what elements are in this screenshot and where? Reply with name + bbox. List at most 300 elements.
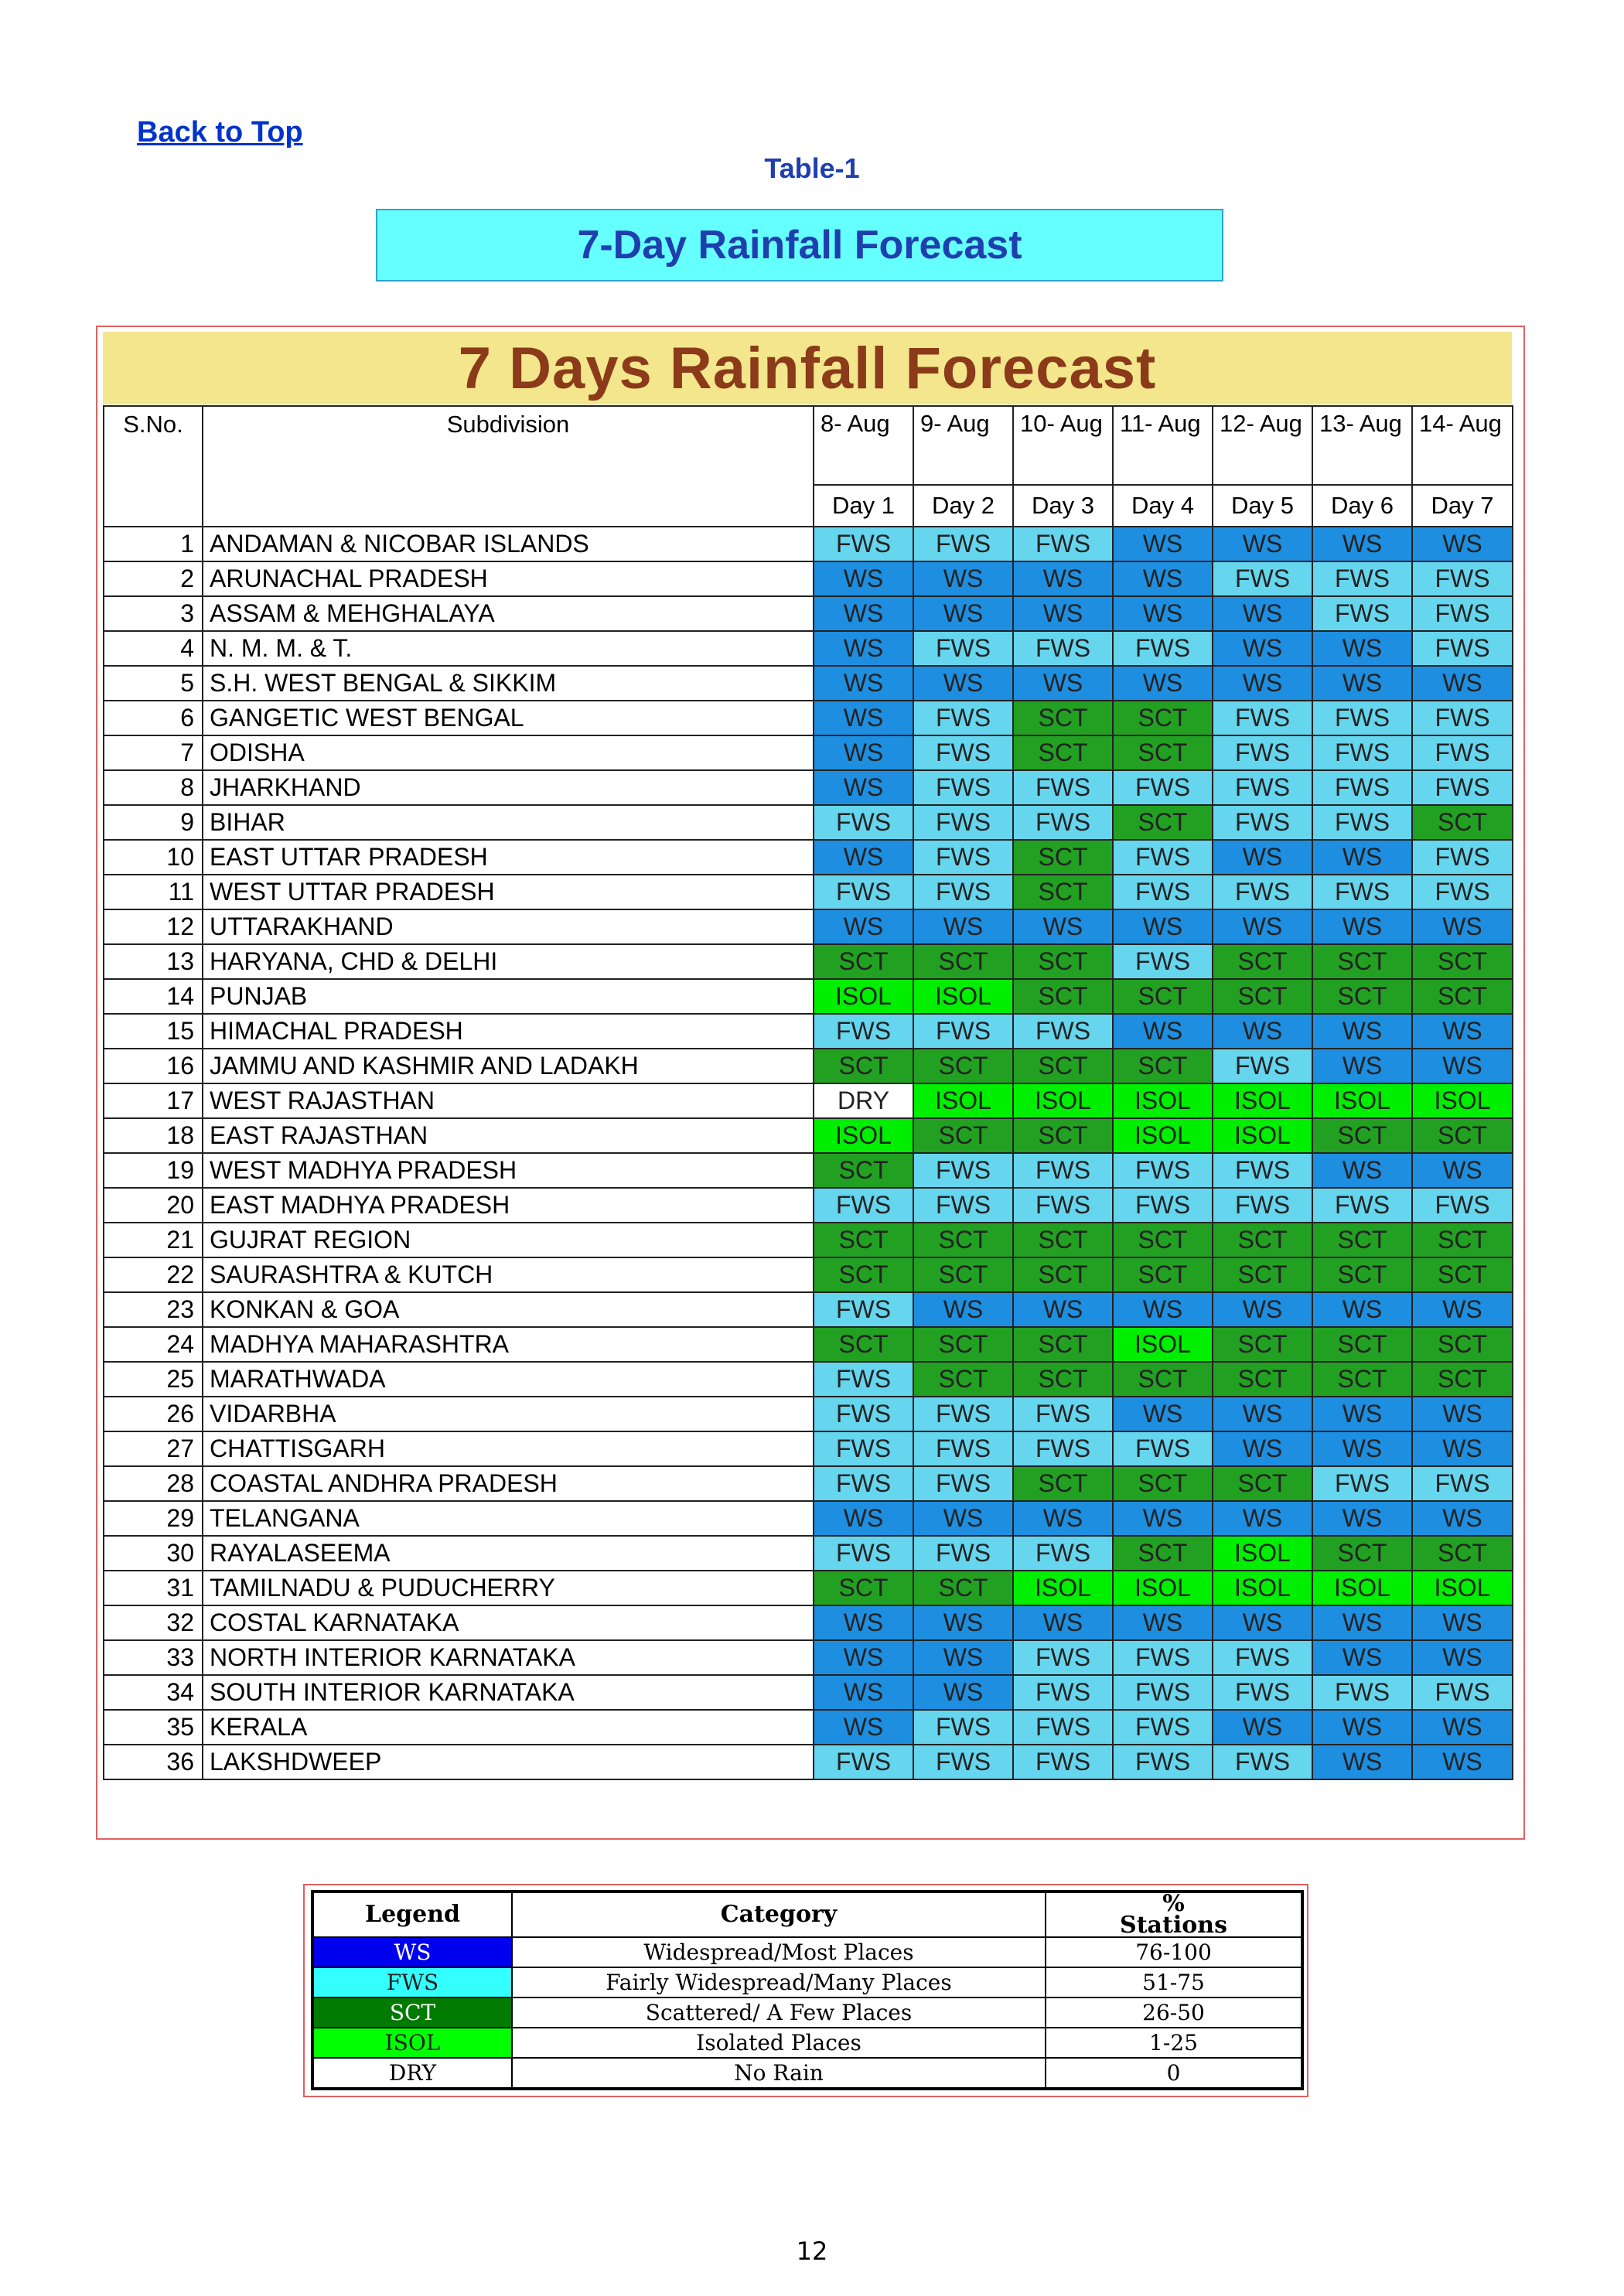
forecast-cell: WS [1312, 1292, 1412, 1327]
table-row [104, 1745, 1513, 1779]
date-header: 8- Aug [814, 406, 913, 485]
subdivision-name: EAST MADHYA PRADESH [203, 1188, 814, 1223]
subdivision-name: COASTAL ANDHRA PRADESH [203, 1466, 814, 1501]
forecast-cell: WS [814, 666, 913, 701]
table-row [104, 840, 1513, 875]
forecast-cell: WS [913, 1640, 1013, 1675]
legend-code-swatch: FWS [312, 1967, 512, 1997]
subdivision-name: KONKAN & GOA [203, 1292, 814, 1327]
forecast-cell: FWS [1213, 561, 1312, 596]
legend-code-swatch: DRY [312, 2058, 512, 2089]
forecast-cell: FWS [1312, 1188, 1412, 1223]
table-row [104, 1362, 1513, 1397]
forecast-body [104, 527, 1513, 1779]
forecast-cell: WS [1412, 1640, 1513, 1675]
forecast-cell: FWS [1113, 1431, 1213, 1466]
forecast-cell: FWS [1412, 701, 1513, 735]
forecast-cell: SCT [1412, 1362, 1513, 1397]
forecast-cell: WS [1113, 1014, 1213, 1049]
subdivision-name: PUNJAB [203, 979, 814, 1014]
table-row [104, 561, 1513, 596]
forecast-cell: SCT [1113, 1536, 1213, 1571]
forecast-cell: FWS [1213, 1745, 1312, 1779]
forecast-cell: FWS [913, 805, 1013, 840]
forecast-cell: FWS [814, 1536, 913, 1571]
forecast-cell: SCT [814, 1223, 913, 1257]
forecast-cell: WS [1412, 1605, 1513, 1640]
forecast-cell: ISOL [1412, 1083, 1513, 1118]
subdivision-name: CHATTISGARH [203, 1431, 814, 1466]
forecast-cell: WS [1113, 666, 1213, 701]
subdivision-header: Subdivision [203, 406, 814, 527]
forecast-cell: FWS [1113, 1710, 1213, 1745]
forecast-cell: WS [1312, 1014, 1412, 1049]
forecast-cell: WS [1013, 1292, 1113, 1327]
forecast-cell: FWS [1412, 840, 1513, 875]
forecast-cell: SCT [913, 1362, 1013, 1397]
forecast-cell: SCT [1113, 979, 1213, 1014]
table-row [104, 735, 1513, 770]
forecast-cell: SCT [1312, 1257, 1412, 1292]
forecast-cell: WS [814, 735, 913, 770]
subdivision-name: GANGETIC WEST BENGAL [203, 701, 814, 735]
table-row [104, 1153, 1513, 1188]
forecast-cell: SCT [1013, 1049, 1113, 1083]
legend-category: Fairly Widespread/Many Places [512, 1967, 1046, 1997]
forecast-cell: WS [1013, 596, 1113, 631]
forecast-cell: WS [1312, 1431, 1412, 1466]
forecast-cell: FWS [1312, 561, 1412, 596]
forecast-cell: FWS [1013, 1188, 1113, 1223]
forecast-cell: FWS [1312, 701, 1412, 735]
serial-number: 20 [104, 1188, 203, 1223]
forecast-cell: SCT [913, 1257, 1013, 1292]
legend-category: No Rain [512, 2058, 1046, 2089]
forecast-cell: FWS [913, 1536, 1013, 1571]
serial-number: 10 [104, 840, 203, 875]
forecast-cell: SCT [1312, 1223, 1412, 1257]
legend-category: Isolated Places [512, 2028, 1046, 2058]
forecast-cell: ISOL [814, 1118, 913, 1153]
forecast-cell: WS [1213, 1710, 1312, 1745]
subdivision-name: N. M. M. & T. [203, 631, 814, 666]
legend-row [312, 2058, 1302, 2089]
forecast-cell: ISOL [1213, 1083, 1312, 1118]
table-row [104, 701, 1513, 735]
forecast-cell: WS [814, 1675, 913, 1710]
forecast-cell: FWS [1013, 1710, 1113, 1745]
forecast-cell: SCT [1213, 1362, 1312, 1397]
forecast-cell: SCT [1113, 805, 1213, 840]
legend-row [312, 1997, 1302, 2028]
forecast-cell: ISOL [1213, 1571, 1312, 1605]
forecast-cell: WS [1213, 631, 1312, 666]
forecast-cell: SCT [1312, 979, 1412, 1014]
stations-label: Stations [1120, 1912, 1227, 1939]
forecast-cell: ISOL [1213, 1118, 1312, 1153]
legend-header-row [312, 1892, 1302, 1937]
forecast-cell: SCT [913, 1049, 1013, 1083]
forecast-cell: WS [1412, 1397, 1513, 1431]
day-header: Day 5 [1213, 485, 1312, 527]
forecast-cell: WS [1213, 909, 1312, 944]
serial-number: 27 [104, 1431, 203, 1466]
forecast-cell: FWS [1312, 596, 1412, 631]
page-number: 12 [796, 2236, 828, 2266]
forecast-cell: WS [814, 561, 913, 596]
subdivision-name: KERALA [203, 1710, 814, 1745]
forecast-cell: SCT [1113, 1257, 1213, 1292]
table-row [104, 1710, 1513, 1745]
forecast-cell: SCT [1013, 735, 1113, 770]
forecast-cell: SCT [1013, 701, 1113, 735]
forecast-cell: WS [1412, 1501, 1513, 1536]
serial-number: 28 [104, 1466, 203, 1501]
serial-number: 35 [104, 1710, 203, 1745]
subdivision-name: UTTARAKHAND [203, 909, 814, 944]
subdivision-name: S.H. WEST BENGAL & SIKKIM [203, 666, 814, 701]
serial-number: 9 [104, 805, 203, 840]
forecast-cell: FWS [1113, 840, 1213, 875]
table-row [104, 1605, 1513, 1640]
forecast-cell: SCT [913, 1571, 1013, 1605]
legend-category: Scattered/ A Few Places [512, 1997, 1046, 2028]
forecast-cell: ISOL [1013, 1083, 1113, 1118]
serial-number: 34 [104, 1675, 203, 1710]
serial-number: 1 [104, 527, 203, 561]
forecast-cell: WS [913, 1605, 1013, 1640]
table-row [104, 1675, 1513, 1710]
forecast-cell: WS [1312, 909, 1412, 944]
forecast-cell: SCT [913, 1327, 1013, 1362]
legend-category: Widespread/Most Places [512, 1937, 1046, 1967]
legend-body [312, 1937, 1302, 2089]
forecast-cell: WS [1213, 1431, 1312, 1466]
serial-number: 6 [104, 701, 203, 735]
table-label: Table-1 [764, 152, 860, 184]
forecast-cell: ISOL [1312, 1083, 1412, 1118]
forecast-cell: WS [814, 701, 913, 735]
subdivision-name: LAKSHDWEEP [203, 1745, 814, 1779]
forecast-cell: SCT [1213, 1466, 1312, 1501]
forecast-cell: SCT [1213, 1257, 1312, 1292]
forecast-cell: FWS [913, 1153, 1013, 1188]
forecast-cell: WS [1412, 666, 1513, 701]
forecast-cell: FWS [913, 1188, 1013, 1223]
date-header: 14- Aug [1412, 406, 1513, 485]
forecast-cell: SCT [1412, 805, 1513, 840]
forecast-cell: WS [1412, 1710, 1513, 1745]
forecast-cell: WS [1412, 1431, 1513, 1466]
forecast-cell: SCT [1312, 944, 1412, 979]
serial-number: 2 [104, 561, 203, 596]
table-row [104, 631, 1513, 666]
forecast-cell: SCT [1113, 1466, 1213, 1501]
forecast-cell: WS [1213, 596, 1312, 631]
forecast-cell: WS [1312, 1049, 1412, 1083]
forecast-cell: WS [1312, 1605, 1412, 1640]
subdivision-name: HIMACHAL PRADESH [203, 1014, 814, 1049]
table-row [104, 596, 1513, 631]
forecast-cell: SCT [1013, 1362, 1113, 1397]
forecast-cell: SCT [1013, 1223, 1113, 1257]
forecast-cell: WS [1113, 527, 1213, 561]
legend-percent: 51-75 [1046, 1967, 1302, 1997]
table-row [104, 944, 1513, 979]
forecast-cell: WS [913, 666, 1013, 701]
forecast-cell: FWS [1013, 631, 1113, 666]
forecast-cell: FWS [814, 875, 913, 909]
forecast-cell: WS [1312, 666, 1412, 701]
serial-number: 15 [104, 1014, 203, 1049]
subdivision-name: EAST UTTAR PRADESH [203, 840, 814, 875]
forecast-cell: SCT [913, 944, 1013, 979]
forecast-cell: ISOL [814, 979, 913, 1014]
forecast-cell: FWS [1312, 875, 1412, 909]
forecast-cell: SCT [1412, 1327, 1513, 1362]
forecast-cell: FWS [1412, 1675, 1513, 1710]
forecast-cell: SCT [1412, 1536, 1513, 1571]
forecast-cell: WS [1013, 561, 1113, 596]
page-title: 7-Day Rainfall Forecast [376, 209, 1223, 281]
table-row [104, 1536, 1513, 1571]
table-row [104, 666, 1513, 701]
forecast-cell: FWS [814, 1745, 913, 1779]
stations-pct-symbol: % [1162, 1890, 1185, 1917]
serial-number: 13 [104, 944, 203, 979]
forecast-cell: FWS [1113, 1153, 1213, 1188]
forecast-cell: SCT [814, 944, 913, 979]
forecast-cell: FWS [1013, 527, 1113, 561]
legend-percent: 0 [1046, 2058, 1302, 2089]
forecast-cell: SCT [814, 1049, 913, 1083]
serial-number: 19 [104, 1153, 203, 1188]
subdivision-name: ANDAMAN & NICOBAR ISLANDS [203, 527, 814, 561]
forecast-cell: FWS [1113, 770, 1213, 805]
table-row [104, 979, 1513, 1014]
forecast-cell: FWS [1213, 1153, 1312, 1188]
table-row [104, 1014, 1513, 1049]
legend-code-swatch: ISOL [312, 2028, 512, 2058]
forecast-cell: FWS [1312, 770, 1412, 805]
table-row [104, 1257, 1513, 1292]
forecast-cell: FWS [1113, 1188, 1213, 1223]
forecast-cell: WS [814, 1710, 913, 1745]
forecast-cell: WS [1113, 1397, 1213, 1431]
forecast-cell: WS [1412, 527, 1513, 561]
subdivision-name: MARATHWADA [203, 1362, 814, 1397]
forecast-cell: FWS [1113, 1745, 1213, 1779]
forecast-cell: WS [1412, 1049, 1513, 1083]
forecast-cell: FWS [814, 1466, 913, 1501]
table-row [104, 875, 1513, 909]
forecast-cell: WS [1312, 527, 1412, 561]
forecast-cell: SCT [1312, 1362, 1412, 1397]
forecast-cell: FWS [1213, 805, 1312, 840]
back-to-top-link[interactable]: Back to Top [137, 116, 303, 148]
subdivision-name: WEST MADHYA PRADESH [203, 1153, 814, 1188]
forecast-cell: WS [814, 631, 913, 666]
subdivision-name: SAURASHTRA & KUTCH [203, 1257, 814, 1292]
legend-row [312, 1967, 1302, 1997]
forecast-cell: FWS [913, 875, 1013, 909]
serial-number: 7 [104, 735, 203, 770]
subdivision-name: HARYANA, CHD & DELHI [203, 944, 814, 979]
date-header: 10- Aug [1013, 406, 1113, 485]
table-row [104, 1431, 1513, 1466]
forecast-cell: WS [1312, 1640, 1412, 1675]
table-row [104, 770, 1513, 805]
serial-number: 26 [104, 1397, 203, 1431]
forecast-cell: WS [1213, 666, 1312, 701]
forecast-cell: FWS [1013, 1640, 1113, 1675]
forecast-cell: FWS [1013, 1397, 1113, 1431]
forecast-cell: WS [1312, 1501, 1412, 1536]
forecast-cell: FWS [814, 1188, 913, 1223]
forecast-cell: ISOL [1113, 1118, 1213, 1153]
forecast-cell: SCT [1412, 979, 1513, 1014]
forecast-table [103, 405, 1513, 1780]
forecast-cell: WS [1213, 1501, 1312, 1536]
forecast-cell: SCT [814, 1153, 913, 1188]
serial-number: 21 [104, 1223, 203, 1257]
forecast-cell: WS [1312, 1710, 1412, 1745]
forecast-cell: FWS [1412, 875, 1513, 909]
forecast-cell: WS [1312, 631, 1412, 666]
forecast-cell: FWS [1213, 1640, 1312, 1675]
subdivision-name: NORTH INTERIOR KARNATAKA [203, 1640, 814, 1675]
day-header: Day 4 [1113, 485, 1213, 527]
forecast-cell: WS [913, 1501, 1013, 1536]
forecast-cell: FWS [1213, 1188, 1312, 1223]
forecast-cell: SCT [1412, 1257, 1513, 1292]
forecast-cell: WS [1113, 1501, 1213, 1536]
forecast-cell: WS [1213, 1014, 1312, 1049]
header-row-dates [104, 406, 1513, 485]
forecast-cell: WS [1412, 1153, 1513, 1188]
forecast-cell: ISOL [1312, 1571, 1412, 1605]
forecast-cell: WS [1412, 1014, 1513, 1049]
serial-number: 14 [104, 979, 203, 1014]
forecast-cell: SCT [1113, 1223, 1213, 1257]
subdivision-name: EAST RAJASTHAN [203, 1118, 814, 1153]
forecast-cell: SCT [1312, 1327, 1412, 1362]
forecast-cell: FWS [1412, 735, 1513, 770]
forecast-cell: SCT [1412, 1118, 1513, 1153]
subdivision-name: COSTAL KARNATAKA [203, 1605, 814, 1640]
subdivision-name: GUJRAT REGION [203, 1223, 814, 1257]
serial-number: 33 [104, 1640, 203, 1675]
serial-number: 18 [104, 1118, 203, 1153]
subdivision-name: ODISHA [203, 735, 814, 770]
serial-number: 25 [104, 1362, 203, 1397]
forecast-cell: WS [814, 1501, 913, 1536]
forecast-cell: SCT [1013, 1466, 1113, 1501]
forecast-cell: ISOL [1113, 1327, 1213, 1362]
forecast-banner: 7 Days Rainfall Forecast [103, 332, 1512, 404]
forecast-cell: FWS [814, 1397, 913, 1431]
table-row [104, 909, 1513, 944]
serial-number: 17 [104, 1083, 203, 1118]
forecast-cell: FWS [913, 701, 1013, 735]
forecast-cell: FWS [814, 1362, 913, 1397]
forecast-cell: WS [913, 1675, 1013, 1710]
forecast-cell: WS [1213, 840, 1312, 875]
stations-col-header [1046, 1892, 1302, 1937]
forecast-cell: WS [1213, 1397, 1312, 1431]
forecast-cell: SCT [913, 1118, 1013, 1153]
forecast-cell: ISOL [1412, 1571, 1513, 1605]
forecast-cell: WS [1013, 1501, 1113, 1536]
forecast-cell: FWS [1412, 770, 1513, 805]
forecast-cell: WS [814, 596, 913, 631]
forecast-cell: FWS [1412, 1188, 1513, 1223]
subdivision-name: MADHYA MAHARASHTRA [203, 1327, 814, 1362]
forecast-cell: FWS [814, 1431, 913, 1466]
subdivision-name: ARUNACHAL PRADESH [203, 561, 814, 596]
forecast-cell: FWS [913, 770, 1013, 805]
forecast-cell: FWS [1213, 1675, 1312, 1710]
forecast-cell: FWS [1412, 631, 1513, 666]
forecast-cell: FWS [913, 527, 1013, 561]
forecast-cell: SCT [814, 1571, 913, 1605]
forecast-cell: SCT [1013, 875, 1113, 909]
subdivision-name: RAYALASEEMA [203, 1536, 814, 1571]
table-row [104, 1327, 1513, 1362]
forecast-cell: WS [1013, 666, 1113, 701]
forecast-cell: WS [1312, 840, 1412, 875]
subdivision-name: BIHAR [203, 805, 814, 840]
forecast-cell: SCT [1113, 1362, 1213, 1397]
forecast-cell: FWS [1013, 1745, 1113, 1779]
forecast-cell: SCT [1412, 944, 1513, 979]
forecast-cell: FWS [1113, 875, 1213, 909]
serial-number: 29 [104, 1501, 203, 1536]
forecast-cell: WS [1312, 1745, 1412, 1779]
serial-number: 23 [104, 1292, 203, 1327]
forecast-cell: FWS [1113, 944, 1213, 979]
legend-code-swatch: WS [312, 1937, 512, 1967]
serial-number: 11 [104, 875, 203, 909]
forecast-cell: SCT [1113, 1049, 1213, 1083]
forecast-cell: FWS [913, 1745, 1013, 1779]
subdivision-name: VIDARBHA [203, 1397, 814, 1431]
forecast-cell: FWS [913, 735, 1013, 770]
table-row [104, 1083, 1513, 1118]
forecast-cell: SCT [1013, 1257, 1113, 1292]
forecast-cell: ISOL [1113, 1083, 1213, 1118]
forecast-cell: FWS [1013, 805, 1113, 840]
serial-number: 8 [104, 770, 203, 805]
table-row [104, 527, 1513, 561]
date-header: 12- Aug [1213, 406, 1312, 485]
forecast-cell: WS [814, 840, 913, 875]
forecast-cell: FWS [814, 1014, 913, 1049]
category-col-header: Category [512, 1892, 1046, 1937]
day-header: Day 7 [1412, 485, 1513, 527]
serial-number: 3 [104, 596, 203, 631]
forecast-cell: FWS [1213, 770, 1312, 805]
forecast-cell: FWS [1312, 1466, 1412, 1501]
forecast-cell: WS [1412, 1292, 1513, 1327]
serial-number: 36 [104, 1745, 203, 1779]
forecast-cell: FWS [913, 1431, 1013, 1466]
forecast-cell: FWS [1213, 1049, 1312, 1083]
serial-number: 32 [104, 1605, 203, 1640]
subdivision-name: WEST UTTAR PRADESH [203, 875, 814, 909]
forecast-cell: SCT [1213, 1223, 1312, 1257]
table-row [104, 1397, 1513, 1431]
